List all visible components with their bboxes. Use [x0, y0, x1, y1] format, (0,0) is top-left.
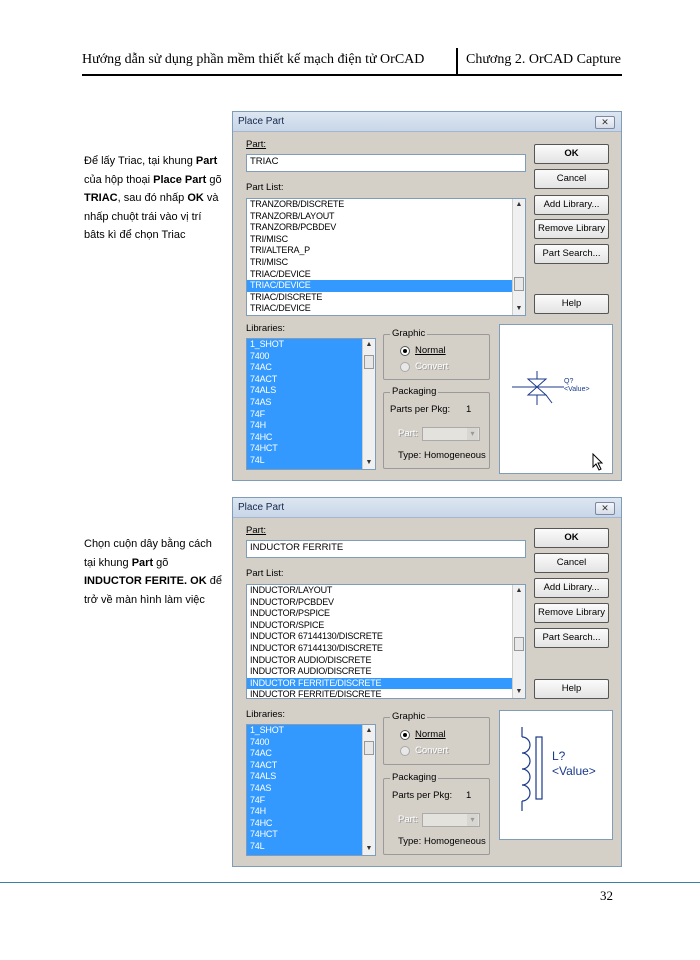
list-item[interactable]: INDUCTOR 67144130/DISCRETE [250, 642, 383, 653]
parts-per-pkg-label: Parts per Pkg: [390, 404, 451, 415]
part-search-button[interactable]: Part Search... [534, 628, 609, 648]
header-chapter-title: Chương 2. OrCAD Capture [466, 52, 621, 67]
part-input[interactable]: TRIAC [246, 154, 526, 172]
libraries-label: Libraries: [246, 709, 286, 720]
place-part-dialog-inductor [232, 497, 622, 867]
dialog-title: Place Part [238, 116, 285, 127]
caption-bold: Place Part [153, 173, 207, 186]
caption-text: để trở về màn hình làm việc [84, 575, 222, 606]
list-item[interactable]: INDUCTOR FERRITE/DISCRETE [250, 689, 382, 699]
graphic-group [383, 328, 490, 380]
part-label [246, 139, 266, 150]
list-item[interactable]: 74H [250, 420, 266, 431]
caption-text: gõ [206, 173, 222, 186]
list-item[interactable]: TRANZORB/DISCRETE [250, 199, 345, 209]
list-item[interactable]: 74AC [250, 748, 272, 759]
caption-bold: INDUCTOR FERITE. OK [84, 575, 207, 587]
list-item[interactable]: 74F [250, 794, 265, 805]
part-list[interactable] [246, 198, 526, 316]
list-item[interactable]: 74AC [250, 362, 272, 373]
page-number: 32 [600, 888, 613, 903]
libraries-scrollbar[interactable] [362, 725, 375, 855]
list-item[interactable]: TRIAC/DEVICE [250, 268, 311, 279]
scroll-down-icon[interactable]: ▼ [515, 305, 523, 312]
scroll-up-icon[interactable]: ▲ [515, 201, 523, 208]
part-search-button[interactable]: Part Search... [534, 244, 609, 264]
part-combo-label: Part: [398, 428, 419, 439]
list-item[interactable]: 74HCT [250, 443, 278, 454]
ok-button[interactable]: OK [534, 144, 609, 164]
place-part-dialog-triac [232, 111, 622, 481]
list-item[interactable]: 74L [250, 454, 265, 465]
scroll-up-icon[interactable]: ▲ [365, 727, 373, 734]
caption-bold: Part [131, 556, 154, 569]
add-library-button[interactable]: Add Library... [534, 195, 609, 215]
triac-symbol-icon [500, 325, 612, 473]
caption-bold: TRIAC [84, 192, 118, 204]
normal-radio[interactable] [400, 730, 410, 740]
list-item[interactable]: INDUCTOR/PSPICE [250, 608, 330, 619]
list-item[interactable]: TRANZORB/LAYOUT [250, 210, 335, 221]
parts-per-pkg-value: 1 [466, 404, 472, 415]
libraries-list[interactable] [246, 724, 376, 856]
preview-ref: L? [552, 749, 566, 763]
dialog-title: Place Part [238, 502, 285, 513]
list-item[interactable]: 7400 [250, 350, 270, 361]
caption-inductor [84, 535, 224, 609]
caption-text: Chọn cuộn dây bằng cách tại khung [84, 538, 212, 569]
caption-text: và nhấp chuột trái vào vị trí bâts kì để chọn Triac [84, 192, 219, 241]
header-separator [456, 48, 458, 74]
caption-bold: OK [187, 192, 204, 204]
list-item[interactable]: 74HC [250, 817, 273, 828]
packaging-group [383, 386, 490, 469]
part-combo-label: Part: [398, 814, 419, 825]
part-list-label: Part List: [246, 568, 284, 579]
remove-library-button[interactable]: Remove Library [534, 603, 609, 623]
dialog-title-bar [233, 498, 621, 518]
packaging-group-title: Packaging [392, 386, 437, 397]
list-item[interactable]: INDUCTOR AUDIO/DISCRETE [250, 654, 372, 665]
scroll-thumb[interactable] [514, 277, 524, 291]
list-item[interactable]: INDUCTOR 67144130/DISCRETE [250, 631, 383, 642]
type-value: Homogeneous [424, 450, 486, 461]
normal-radio[interactable] [400, 346, 410, 356]
list-item[interactable]: 74F [250, 408, 265, 419]
list-item[interactable]: TRANZORB/PCBDEV [250, 222, 337, 233]
caption-bold: Part [195, 155, 218, 167]
list-item[interactable]: TRI/MISC [250, 256, 288, 267]
list-item[interactable]: TRI/MISC [250, 233, 288, 244]
libraries-list[interactable] [246, 338, 376, 470]
scroll-down-icon[interactable]: ▼ [365, 845, 373, 852]
cancel-button[interactable]: Cancel [534, 553, 609, 573]
packaging-group-title: Packaging [392, 772, 437, 783]
list-item[interactable]: 74HC [250, 431, 273, 442]
graphic-group [383, 711, 490, 765]
list-item[interactable]: 74AS [250, 396, 272, 407]
dialog-title-bar [233, 112, 621, 132]
graphic-group-title: Graphic [392, 328, 426, 339]
convert-label: Convert [415, 361, 449, 372]
scroll-thumb[interactable] [364, 741, 374, 755]
scroll-up-icon[interactable]: ▲ [515, 587, 523, 594]
convert-radio [400, 746, 410, 756]
remove-library-button[interactable]: Remove Library [534, 219, 609, 239]
part-list-label: Part List: [246, 182, 284, 193]
help-button[interactable]: Help [534, 679, 609, 699]
list-item[interactable]: 1_SHOT [250, 339, 284, 349]
list-item[interactable]: TRIAC/DEVICE [250, 303, 311, 314]
mouse-cursor-icon [592, 453, 606, 471]
graphic-group-title: Graphic [392, 711, 426, 722]
list-item[interactable]: 74AS [250, 782, 272, 793]
list-item[interactable]: 74ACT [250, 373, 278, 384]
ok-button[interactable]: OK [534, 528, 609, 548]
list-item[interactable]: INDUCTOR/SPICE [250, 619, 325, 630]
close-icon[interactable]: ✕ [595, 116, 615, 129]
part-combo [422, 813, 480, 827]
preview-value: <Value> [552, 764, 596, 778]
list-item[interactable]: TRI/ALTERA_P [250, 245, 310, 256]
list-item[interactable]: 74L [250, 840, 265, 851]
part-label [246, 525, 266, 536]
convert-label: Convert [415, 745, 449, 756]
list-item[interactable]: INDUCTOR FERRITE/DISCRETE [247, 678, 525, 690]
close-icon[interactable]: ✕ [595, 502, 615, 515]
list-item[interactable]: TRIAC/DISCRETE [250, 291, 323, 302]
list-item[interactable]: INDUCTOR AUDIO/DISCRETE [250, 666, 372, 677]
add-library-button[interactable]: Add Library... [534, 578, 609, 598]
list-item[interactable]: 74ALS [250, 771, 277, 782]
part-combo [422, 427, 480, 441]
list-item[interactable]: TRIAC/DEVICE [247, 280, 525, 292]
type-label: Type: [398, 836, 422, 847]
scroll-thumb[interactable] [514, 637, 524, 651]
libraries-scrollbar[interactable] [362, 339, 375, 469]
normal-label: Normal [415, 729, 446, 740]
preview-value: <Value> [564, 386, 590, 393]
part-label-text: Part: [246, 525, 267, 536]
list-item[interactable]: 7400 [250, 736, 270, 747]
list-item[interactable]: 74H [250, 806, 266, 817]
part-preview [499, 710, 613, 840]
parts-per-pkg-value: 1 [466, 790, 472, 801]
caption-text: gõ [153, 556, 169, 569]
list-item[interactable]: 74HCT [250, 829, 278, 840]
type-value: Homogeneous [424, 836, 486, 847]
type-label: Type: [398, 450, 422, 461]
packaging-group [383, 772, 490, 855]
part-label-text: Part: [246, 139, 267, 150]
caption-text: , sau đó nhấp [117, 192, 188, 204]
help-button[interactable]: Help [534, 294, 609, 314]
footer-divider [0, 882, 700, 883]
list-item[interactable]: INDUCTOR/PCBDEV [250, 596, 334, 607]
parts-per-pkg-label: Parts per Pkg: [392, 790, 453, 801]
list-item[interactable]: 74ACT [250, 759, 278, 770]
scroll-down-icon[interactable]: ▼ [515, 688, 523, 695]
convert-radio [400, 362, 410, 372]
header-book-title: Hướng dẫn sử dụng phần mềm thiết kế mạch điện tử OrCAD [82, 52, 425, 67]
scroll-up-icon[interactable]: ▲ [365, 341, 373, 348]
part-list-scrollbar[interactable] [512, 199, 525, 315]
page-header [82, 48, 622, 76]
cancel-button[interactable]: Cancel [534, 169, 609, 189]
part-list-scrollbar[interactable] [512, 585, 525, 698]
scroll-down-icon[interactable]: ▼ [365, 459, 373, 466]
libraries-label: Libraries: [246, 323, 286, 334]
list-item[interactable]: 1_SHOT [250, 725, 284, 735]
normal-label: Normal [415, 345, 446, 356]
preview-ref: Q? [564, 378, 574, 385]
list-item[interactable]: 74ALS [250, 385, 277, 396]
scroll-thumb[interactable] [364, 355, 374, 369]
list-item[interactable]: INDUCTOR/LAYOUT [250, 585, 333, 595]
caption-triac [84, 152, 224, 245]
part-preview [499, 324, 613, 474]
part-input[interactable]: INDUCTOR FERRITE [246, 540, 526, 558]
caption-text: của hộp thoại [84, 173, 154, 186]
caption-text: Để lấy Triac, tại khung [84, 155, 196, 167]
part-list[interactable] [246, 584, 526, 699]
